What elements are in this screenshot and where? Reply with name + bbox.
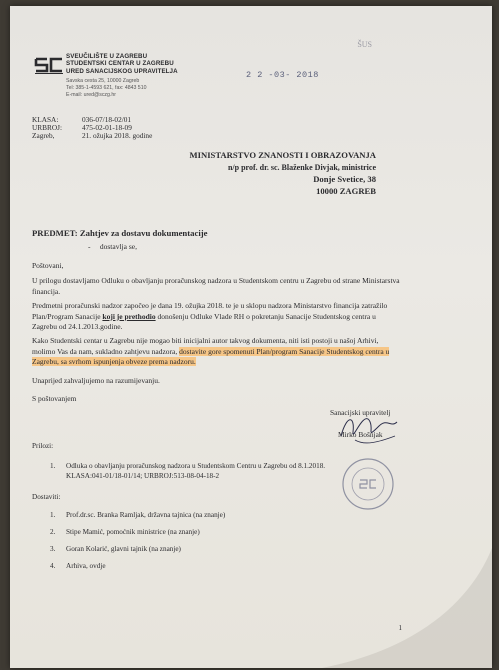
paragraph-2-part-a: Predmetni proračunski nadzor započeo je dana 19. ožujka 2018. te je u sklopu nadzora Ministarstvo financija zatražilo Plan/Program Sanacije (32, 301, 388, 321)
paragraph-1: U prilogu dostavljamo Odluku o obavljanju proračunskog nadzora u Studentskom centru u Zagrebu od strane Ministarstva financija. (32, 276, 400, 296)
attachment-text: Odluka o obavljanju proračunskog nadzora u Studentskom Centru u Zagrebu od 8.1.2018. (66, 462, 326, 470)
attachments-label: Prilozi: (32, 442, 54, 450)
distribution-num: 4. (50, 562, 56, 570)
greeting: Poštovani, (32, 261, 64, 270)
subject-item (88, 242, 137, 251)
thanks-line: Unaprijed zahvaljujemo na razumijevanju. (32, 376, 160, 385)
attachment-num: 1. (50, 462, 56, 470)
distribution-label: Dostaviti: (32, 493, 61, 501)
distribution-item: Prof.dr.sc. Branka Ramljak, državna tajnica (na znanje) (66, 511, 226, 519)
recipient-line1: MINISTARSTVO ZNANOSTI I OBRAZOVANJA (189, 150, 376, 160)
paragraph-3-highlighted: dostavite gore spomenuti Plan/program Sanacije Studentskog centra u Zagrebu, sa svrhom ispunjenja obveze prema nadzoru. (32, 346, 390, 366)
ref-klasa-value: 036-07/18-02/01 (82, 115, 132, 124)
ref-place-label: Zagreb, (32, 131, 55, 140)
distribution-item: Stipe Mamić, pomoćnik ministrice (na znanje) (66, 528, 200, 536)
subject-item-text: dostavlja se, (99, 242, 137, 251)
regards-line: S poštovanjem (32, 394, 77, 403)
date-stamp: 2 2 -03- 2018 (246, 70, 319, 80)
signature-name: Mirko Bošnjak (338, 430, 383, 439)
page-curl-shadow (322, 548, 492, 668)
distribution-num: 2. (50, 528, 56, 536)
letterhead-office: URED SANACIJSKOG UPRAVITELJA (66, 68, 178, 75)
letterhead-email: E-mail: ured@sczg.hr (66, 92, 116, 98)
recipient-line2: n/p prof. dr. sc. Blaženke Divjak, ministrice (227, 163, 376, 172)
paragraph-3-part-a: Kako Studentski centar u Zagrebu nije mogao biti inicijalni autor takvog dokumenta, niti isti postoji u našoj Arhivi, molimo Vas da nam, sukladno zahtjevu nadzora, (32, 336, 379, 356)
distribution-num: 3. (50, 545, 56, 553)
ref-urbroj-label: URBROJ: (32, 123, 63, 132)
ref-klasa-label: KLASA: (32, 115, 59, 124)
paragraph-2-part-b: donošenju Odluke Vlade RH o pokretanju Sanacije Studentskog centra u Zagrebu od 24.1.2013.godine. (32, 311, 376, 331)
letter-page (10, 6, 492, 668)
distribution-item: Arhiva, ovdje (66, 562, 106, 570)
distribution-item: Goran Kolarić, glavni tajnik (na znanje) (66, 545, 181, 553)
sc-logo-icon (34, 55, 64, 75)
distribution-num: 1. (50, 511, 56, 519)
recipient-line3: Donje Svetice, 38 (313, 174, 376, 184)
subject-text: Zahtjev za dostavu dokumentacije (79, 228, 208, 238)
letterhead-phone: Tel: 385-1-4593 621, fax: 4843 510 (66, 85, 147, 91)
page-number: 1 (398, 624, 402, 632)
subject-bullet: - (88, 242, 91, 251)
subject-line (32, 228, 208, 238)
ref-urbroj-value: 475-02-01-18-09 (82, 123, 132, 132)
attachment-item (66, 461, 376, 481)
letterhead-address: Savska cesta 25, 10000 Zagreb (66, 78, 140, 84)
paragraph-2 (32, 301, 402, 333)
paragraph-2-underlined: koji je prethodio (102, 311, 156, 321)
handwritten-mark: ŠUS (357, 40, 372, 49)
ref-date-value: 21. ožujka 2018. godine (82, 131, 153, 140)
attachment-klasa: KLASA:041-01/18-01/14; URBROJ:513-08-04-18-2 (66, 472, 220, 480)
letterhead-university: SVEUČILIŠTE U ZAGREBU (66, 53, 148, 60)
paragraph-3 (32, 336, 402, 368)
recipient-line4: 10000 ZAGREB (316, 186, 376, 196)
signature-title: Sanacijski upravitelj (330, 408, 391, 417)
subject-label: PREDMET: (32, 228, 78, 238)
letterhead-institution: STUDENTSKI CENTAR U ZAGREBU (66, 60, 174, 67)
